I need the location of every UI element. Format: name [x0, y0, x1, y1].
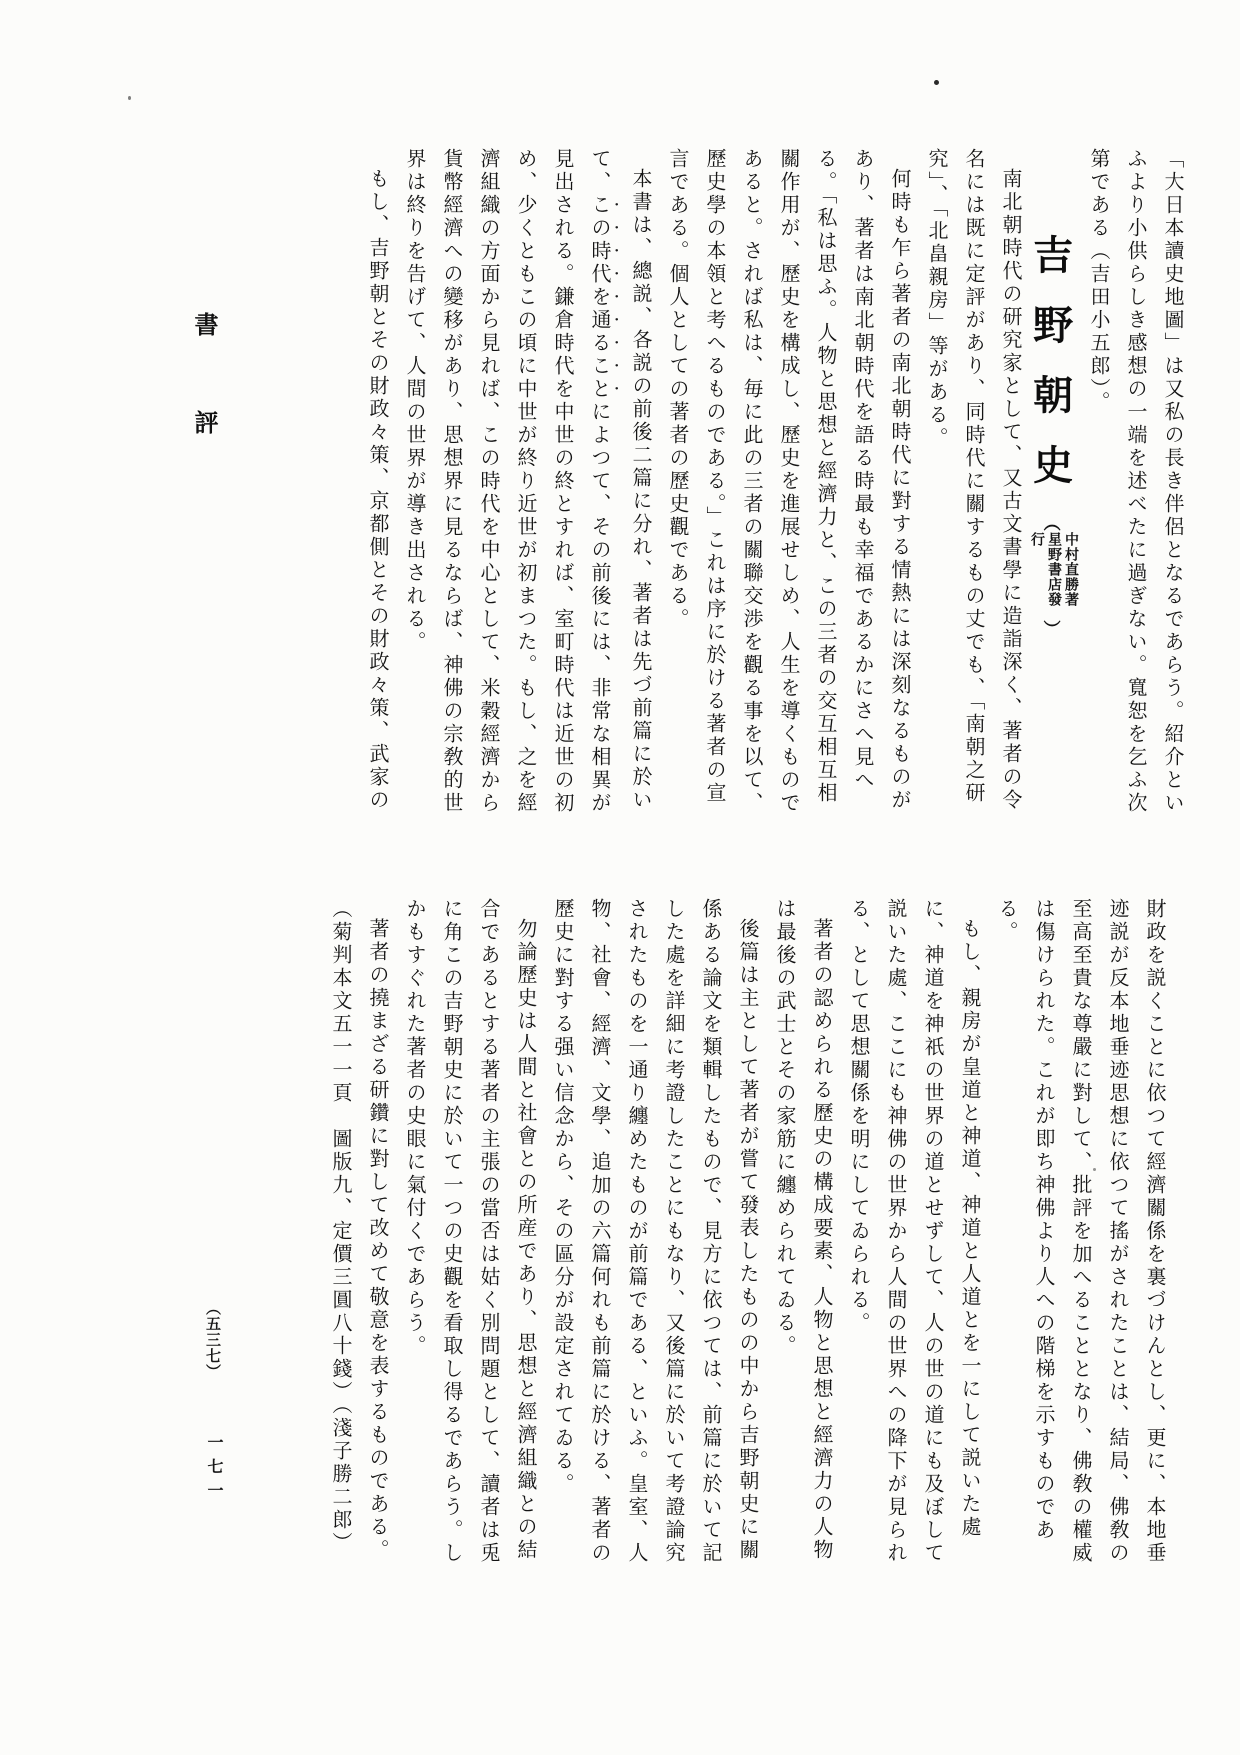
section-header: 書評 [190, 312, 216, 508]
colophon-line [321, 898, 358, 1568]
review-paragraph [395, 148, 658, 820]
page-number: 一七一 [205, 1434, 222, 1506]
scan-speck [934, 80, 939, 85]
paragraph-segment: 本書は、總説、各説の前後二篇に分れ、著者は先づ前篇に於いて、 [588, 148, 651, 812]
review-paragraph: 著者の認められる歷史の構成要素、人物と思想と經濟力の人物は最後の武士とその家筋に纏められてゐる。 [773, 898, 832, 1562]
previous-review-closing: 「大日本讀史地圖」は又私の長き伴侶となるであらう。紹介といふより小供らしき感想の一端を述べたに過ぎない。寬恕を乞ふ次第である（吉田小五郎）。 [1087, 148, 1183, 815]
lower-text-block [283, 898, 1172, 1568]
paragraph-segment: によつて、その前後には、非常な相異が見出される。鎌倉時代を中世の終とすれば、室町時代は近世の初め、少くともこの頃に中世が終り近世が初まつた。もし、之を經濟組織の方面から見れば、この時代を中心として、米穀經濟から貨幣經濟への變移があり、思想界に見るならば、神佛の宗敎的世界は終りを告げて、人間の世界が導き出される。 [403, 148, 610, 815]
scan-speck [128, 96, 131, 100]
review-paragraph: 何時も乍ら著者の南北朝時代に對する情熱には深刻なるものがあり、著者は南北朝時代を語る時最も幸福であるかにさへ見へる。「私は思ふ。人物と思想と經濟力と、この三者の交互相互相關作用が、歷史を構成し、歷史を進展せしめ、人生を導くものであると。されば私は、毎に此の三者の關聯交渉を觀る事を以て、歷史學の本領と考へるものである。」これは序に於ける著者の宣言である。個人としての著者の歷史觀である。 [666, 148, 910, 815]
review-paragraph-continuation: 財政を説くことに依つて經濟關係を裏づけんとし、更に、本地垂迹説が反本地垂迹思想に依つて搖がされたことは、結局、佛敎の至高至貴な尊嚴に對して、批評を加へることとなり、佛敎の權威は傷けられた。これが即ち神佛より人への階梯を示すものである。 [995, 898, 1165, 1565]
review-paragraph: 勿論歷史は人間と社會との所産であり、思想と經濟組織との結合であるとする著者の主張の當否は姑く別問題として、讀者は兎に角この吉野朝史に於いて一つの史觀を看取し得るであらう。しかもすぐれた著者の史眼に氣付くであらう。 [403, 898, 536, 1565]
upper-text-block [245, 148, 1190, 820]
review-paragraph: 著者の撓まざる研鑽に對して改めて敬意を表するものである。 [366, 918, 388, 1562]
review-paragraph-fragment: もし、吉野朝とその財政々策、京都側とその財政々策、武家の [366, 168, 388, 812]
folio-number-paren: （五三七） [204, 1300, 220, 1380]
book-title-column [1028, 148, 1079, 820]
book-publisher: 星野書店發行 [1029, 532, 1061, 607]
book-author: 中村直勝著 [1063, 532, 1078, 607]
colophon: （菊判本文五一一頁 圖版九、定價三圓八十錢） [329, 898, 351, 1404]
book-title: 吉野朝史 [1027, 234, 1073, 514]
title-annotation: （中村直勝著 星野書店發行） [1029, 514, 1078, 638]
title-annotation-inner [1028, 532, 1079, 620]
review-paragraph: 後篇は主として著者が嘗て發表したものの中から吉野朝史に關係ある論文を類輯したもので、見方に依つては、前篇に於いて記した處を詳細に考證したことにもなり、又後篇に於いて考證論究されたものを一通り纏めたものが前篇である、といふ。皇室、人物、社會、經濟、文學、追加の六篇何れも前篇に於ける、著者の歷史に對する强い信念から、その區分が設定されてゐる。 [551, 898, 758, 1565]
reviewer-signature: （淺子勝二郎） [329, 1404, 351, 1555]
review-paragraph: もし、親房が皇道と神道、神道と人道とを一にして説いた處に、神道を神祇の世界の道とせずして、人の世の道にも及ぼして説いた處、ここにも神佛の世界から人間の世界への降下が見られる、として思想關係を明にしてゐられる。 [847, 898, 980, 1565]
review-paragraph: 南北朝時代の研究家として、又古文書學に造詣深く、著者の令名には既に定評があり、同時代に關するもの丈でも、「南朝之研究」、「北畠親房」等がある。 [925, 148, 1021, 812]
scan-speck [1093, 1168, 1096, 1171]
emphasized-phrase: この時代を通ること [588, 194, 610, 401]
